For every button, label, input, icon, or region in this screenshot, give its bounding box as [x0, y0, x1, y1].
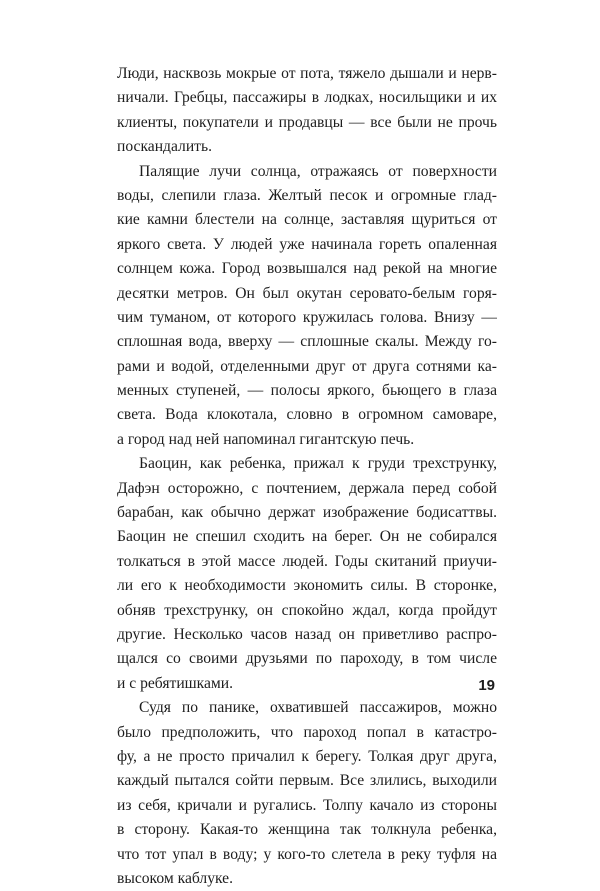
- paragraph: [117, 696, 497, 891]
- text-line: ничали. Гребцы, пассажиры в лодках, носильщики и их: [117, 89, 497, 107]
- text-line: Дафэн осторожно, с почтением, держала перед собой: [117, 479, 497, 497]
- text-line: клиенты, покупатели и продавцы — все были не прочь: [117, 113, 497, 131]
- paragraph: [117, 452, 497, 696]
- text-line: Палящие лучи солнца, отражаясь от поверхности: [139, 162, 497, 180]
- text-line: каждый пытался сойти первым. Все злились, выходили: [117, 772, 497, 790]
- text-line: десятки метров. Он был окутан серовато-белым горя-: [117, 284, 497, 302]
- text-line: в сторону. Какая-то женщина так толкнула ребенка,: [117, 821, 497, 839]
- text-line: из себя, кричали и ругались. Толпу качало из стороны: [117, 796, 497, 814]
- text-line: и с ребятишками.: [117, 674, 234, 692]
- body-text: [117, 62, 497, 891]
- text-line: менных ступеней, — полосы яркого, бьющего в глаза: [117, 382, 497, 400]
- text-line: Баоцин, как ребенка, прижал к груди трехструнку,: [139, 455, 497, 473]
- text-line: ли его к необходимости экономить силы. В сторонке,: [117, 577, 497, 595]
- text-line: фу, а не просто причалил к берегу. Толкая друг друга,: [117, 747, 497, 765]
- text-line: что тот упал в воду; у кого-то слетела в реку туфля на: [117, 845, 497, 863]
- text-line: яркого света. У людей уже начинала гореть опаленная: [117, 235, 497, 253]
- text-line: Люди, насквозь мокрые от пота, тяжело дышали и нерв-: [117, 65, 497, 82]
- paragraph: [117, 160, 497, 453]
- text-line: Баоцин не спешил сходить на берег. Он не собирался: [117, 528, 497, 546]
- text-line: кие камни блестели на солнце, заставляя щуриться от: [117, 211, 497, 229]
- text-line: чим туманом, от которого кружилась голова. Внизу —: [117, 308, 497, 326]
- text-line: толкаться в этой массе людей. Годы скитаний приучи-: [117, 552, 497, 570]
- paragraph: [117, 62, 497, 160]
- text-line: а город над ней напоминал гигантскую печь.: [117, 430, 415, 448]
- text-line: другие. Несколько часов назад он приветливо распро-: [117, 625, 497, 643]
- text-line: рами и водой, отделенными друг от друга сотнями ка-: [117, 357, 497, 375]
- text-line: Судя по панике, охватившей пассажиров, можно: [139, 699, 497, 717]
- text-line: щался со своими друзьями по пароходу, в том числе: [117, 650, 497, 668]
- text-line: высоком каблуке.: [117, 869, 234, 887]
- text-line: барабан, как обычно держат изображение бодисаттвы.: [117, 504, 497, 522]
- text-line: солнцем кожа. Город возвышался над рекой на многие: [117, 260, 497, 278]
- text-line: поскандалить.: [117, 138, 213, 156]
- text-line: обняв трехструнку, он спокойно ждал, когда пройдут: [117, 601, 497, 619]
- text-line: воды, слепили глаза. Желтый песок и огромные глад-: [117, 186, 497, 204]
- text-line: было предположить, что пароход попал в катастро-: [117, 723, 497, 741]
- text-line: сплошная вода, вверху — сплошные скалы. Между го-: [117, 333, 497, 351]
- text-line: света. Вода клокотала, словно в огромном самоваре,: [117, 406, 497, 424]
- page-number: 19: [478, 677, 495, 694]
